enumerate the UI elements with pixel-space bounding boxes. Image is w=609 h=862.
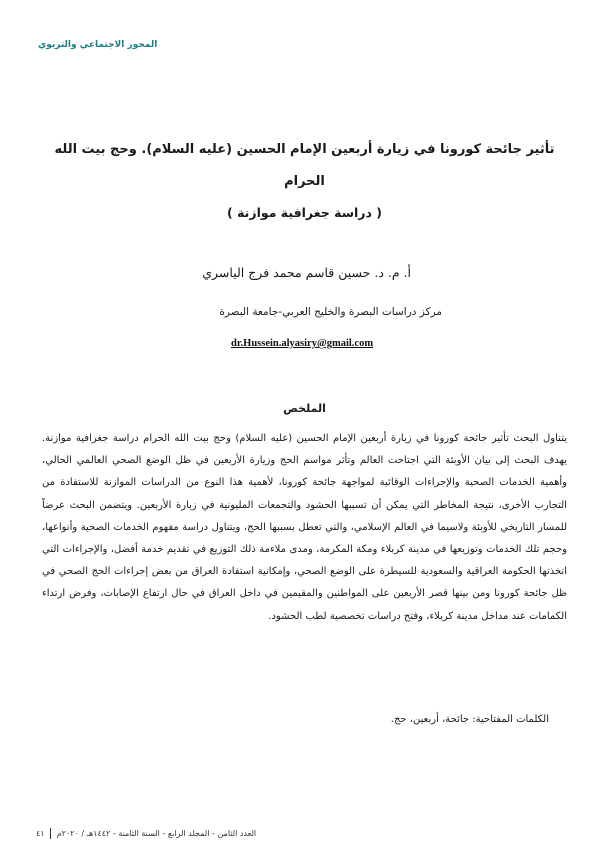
section-label: المحور الاجتماعي والتربوي bbox=[38, 40, 158, 50]
keywords: الكلمات المفتاحية: جائحة، أربعين، حج. bbox=[390, 714, 549, 725]
journal-info: العدد الثامن - المجلد الرابع - السنة الثامنة - ١٤٤٢هـ / ٢٠٢٠م bbox=[56, 829, 257, 838]
author-affiliation: مركز دراسات البصرة والخليج العربي-جامعة البصرة bbox=[219, 306, 442, 318]
article-subtitle: ( دراسة جغرافية موازنة ) bbox=[227, 205, 382, 220]
author-name: أ. م. د. حسين قاسم محمد فرج الياسري bbox=[202, 265, 411, 280]
title-line-1: تأثير جائحة كورونا في زيارة أربعين الإمام الحسين (عليه السلام). وحج بيت الله bbox=[54, 142, 555, 157]
page-number: ٤١ bbox=[36, 829, 45, 838]
page-footer bbox=[36, 828, 256, 839]
abstract-heading: الملخص bbox=[283, 402, 326, 415]
footer-divider bbox=[50, 828, 51, 839]
abstract-body: يتناول البحث تأثير جائحة كورونا في زيارة أربعين الإمام الحسين (عليه السلام) وحج بيت الله الحرام دراسة جغرافية موازنة. يهدف البحث إلى بيان الأوبئة التي اجتاحت العالم وتأثر مواسم الحج وزيارة الأربعين في ظل الوضع الصحي العالمي الحالي، وأهمية الخدمات الصحية والإجراءات الوقائية لمواجهة جائحة كورونا، لأهمية هذا النوع من الدراسات الموازنة للاستفادة من التجارب الأخرى، نتيجة المخاطر التي يمكن أن تسببها الحشود والتجمعات المليونية في زيارة الأربعين. ويتضمن البحث عرضاً للمسار التاريخي للأوبئة ولاسيما في العالم الإسلامي، والتي تعطل بسببها الحج، ويتناول دراسة مفهوم الخدمات الصحية وأنواعها، وحجم تلك الخدمات وتوزيعها في مدينة كربلاء ومكة المكرمة، ومدى ملاءمة ذلك التوزيع في تقديم خدمة أفضل، والإجراءات التي اتخذتها الحكومة العراقية والسعودية للسيطرة على الوضع الصحي، وإمكانية استفادة العراق من بعض إجراءات الحج الصحي في ظل جائحة كورونا ومن بينها قصر الأربعين على المواطنين والمقيمين في داخل العراق في حال ارتفاع الإصابات، وفرض ارتداء الكمامات عند مداخل مدينة كربلاء، وفتح دراسات تخصصية لطب الحشود. bbox=[42, 433, 567, 622]
article-title bbox=[40, 134, 569, 198]
title-line-2: الحرام bbox=[284, 174, 325, 189]
author-email-link[interactable]: dr.Hussein.alyasiry@gmail.com bbox=[231, 338, 374, 349]
